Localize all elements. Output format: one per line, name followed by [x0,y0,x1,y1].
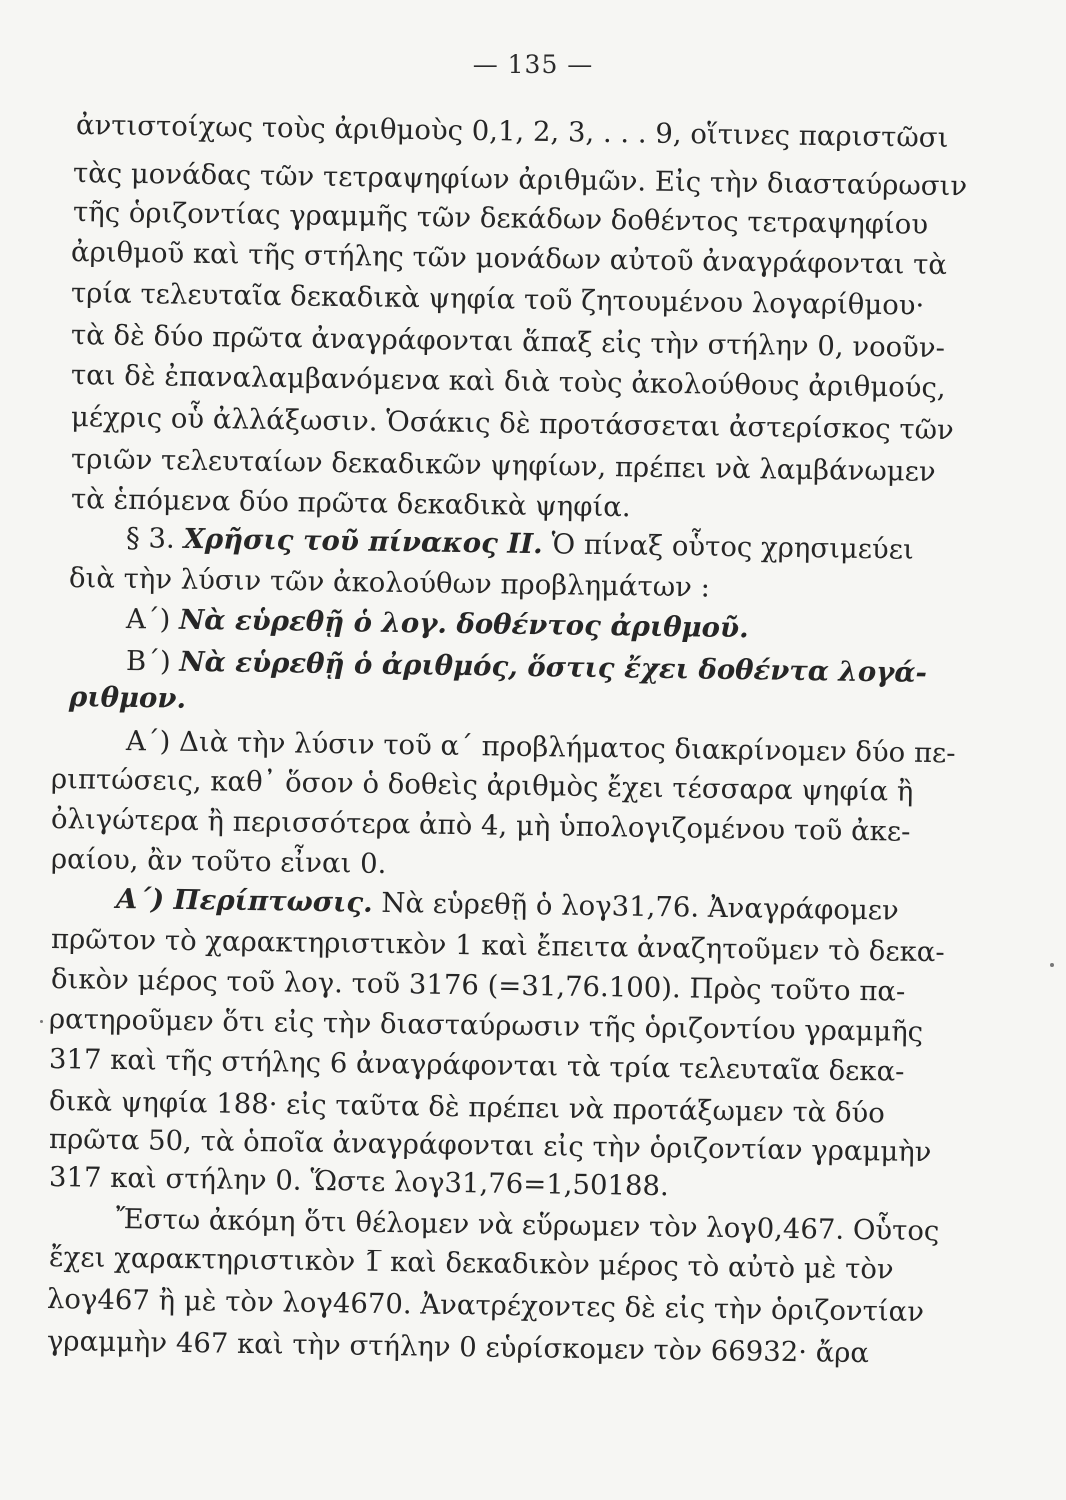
text-line: δικὰ ψηφία 188· εἰς ταῦτα δὲ πρέπει νὰ προτάξωμεν τὰ δύο [48,1085,886,1130]
text-line: τριῶν τελευταίων δεκαδικῶν ψηφίων, πρέπει νὰ λαμβάνωμεν [70,443,936,488]
paper-speck [40,1020,43,1023]
problem-a-line: Α΄) Νὰ εὑρεθῇ ὁ λογ. δοθέντος ἀριθμοῦ. [125,603,749,645]
text-line: πρῶτον τὸ χαρακτηριστικὸν 1 καὶ ἔπειτα ἀναζητοῦμεν τὸ δεκα- [50,923,945,969]
text-line: τρία τελευταῖα δεκαδικὰ ψηφία τοῦ ζητουμένου λογαρίθμου· [70,277,925,322]
text-line: λογ467 ἢ μὲ τὸν λογ4670. Ἀνατρέχοντες δὲ εἰς τὴν ὁριζοντίαν [46,1283,925,1329]
text-line: πρῶτα 50, τὰ ὁποῖα ἀναγράφονται εἰς τὴν ὁριζοντίαν γραμμὴν [48,1123,932,1169]
text-line: Α΄) Διὰ τὴν λύσιν τοῦ α΄ προβλήματος διακρίνομεν δύο πε- [125,725,956,770]
text-line: ἀριθμοῦ καὶ τῆς στήλης τῶν μονάδων αὐτοῦ ἀναγράφονται τὰ [70,236,948,281]
text-line: τὰ δὲ δύο πρῶτα ἀναγράφονται ἅπαξ εἰς τὴν στήλην 0, νοοῦν- [70,319,946,364]
section-title: Χρῆσις τοῦ πίνακος ΙΙ. [183,522,543,561]
text-line: ἀντιστοίχως τοὺς ἀριθμοὺς 0,1, 2, 3, . . . 9, οἵτινες παριστῶσι [75,109,949,154]
text-line: τὰ ἑπόμενα δύο πρῶτα δεκαδικὰ ψηφία. [70,483,631,524]
section-heading-line: § 3. Χρῆσις τοῦ πίνακος ΙΙ. Ὁ πίναξ οὗτος χρησιμεύει [125,522,914,566]
text-line: ρατηροῦμεν ὅτι εἰς τὴν διασταύρωσιν τῆς ὁριζοντίου γραμμῆς [48,1003,924,1048]
text-line: 317 καὶ τῆς στήλης 6 ἀναγράφονται τὰ τρία τελευταῖα δεκα- [48,1043,905,1088]
page-number: — 135 — [472,50,594,79]
text-line: ριπτώσεις, καθ᾿ ὅσον ὁ δοθεὶς ἀριθμὸς ἔχει τέσσαρα ψηφία ἢ [50,763,914,808]
problem-b-statement: Νὰ εὑρεθῇ ὁ ἀριθμός, ὅστις ἔχει δοθέντα λογά- [179,645,928,689]
problem-a-statement: Νὰ εὑρεθῇ ὁ λογ. δοθέντος ἀριθμοῦ. [178,603,749,645]
text-line: τῆς ὁριζοντίας γραμμῆς τῶν δεκάδων δοθέντος τετραψηφίου [72,196,929,241]
text-line: ραίου, ἂν τοῦτο εἶναι 0. [50,843,387,880]
text-line: ται δὲ ἐπαναλαμβανόμενα καὶ διὰ τοὺς ἀκολούθους ἀριθμούς, [70,359,946,404]
text-line: Ἔστω ἀκόμη ὅτι θέλομεν νὰ εὕρωμεν τὸν λογ0,467. Οὗτος [115,1203,940,1248]
text-line: διὰ τὴν λύσιν τῶν ἀκολούθων προβλημάτων : [68,562,711,604]
case-heading-line: Α΄) Περίπτωσις. Νὰ εὑρεθῇ ὁ λογ31,76. Ἀναγράφομεν [115,883,900,927]
text-line: τὰς μονάδας τῶν τετραψηφίων ἀριθμῶν. Εἰς τὴν διασταύρωσιν [72,157,968,203]
text-line: ἔχει χαρακτηριστικὸν 1̅ καὶ δεκαδικὸν μέρος τὸ αὐτὸ μὲ τὸν [48,1241,894,1286]
problem-b-continuation: ριθμον. [68,681,187,715]
text-line: γραμμὴν 467 καὶ τὴν στήλην 0 εὑρίσκομεν τὸν 66932· ἄρα [46,1325,870,1370]
paper-speck [1050,963,1054,967]
text-line: δικὸν μέρος τοῦ λογ. τοῦ 3176 (=31,76.100). Πρὸς τοῦτο πα- [50,963,906,1008]
problem-b-line: Β΄) Νὰ εὑρεθῇ ὁ ἀριθμός, ὅστις ἔχει δοθέντα λογά- [125,645,928,689]
text-line: μέχρις οὗ ἀλλάξωσιν. Ὁσάκις δὲ προτάσσεται ἀστερίσκος τῶν [70,401,954,447]
case-title: Α΄) Περίπτωσις. [115,883,373,919]
text-line: 317 καὶ στήλην 0. Ὥστε λογ31,76=1,50188. [48,1161,669,1203]
text-line: ὀλιγώτερα ἢ περισσότερα ἀπὸ 4, μὴ ὑπολογιζομένου τοῦ ἀκε- [50,803,911,848]
